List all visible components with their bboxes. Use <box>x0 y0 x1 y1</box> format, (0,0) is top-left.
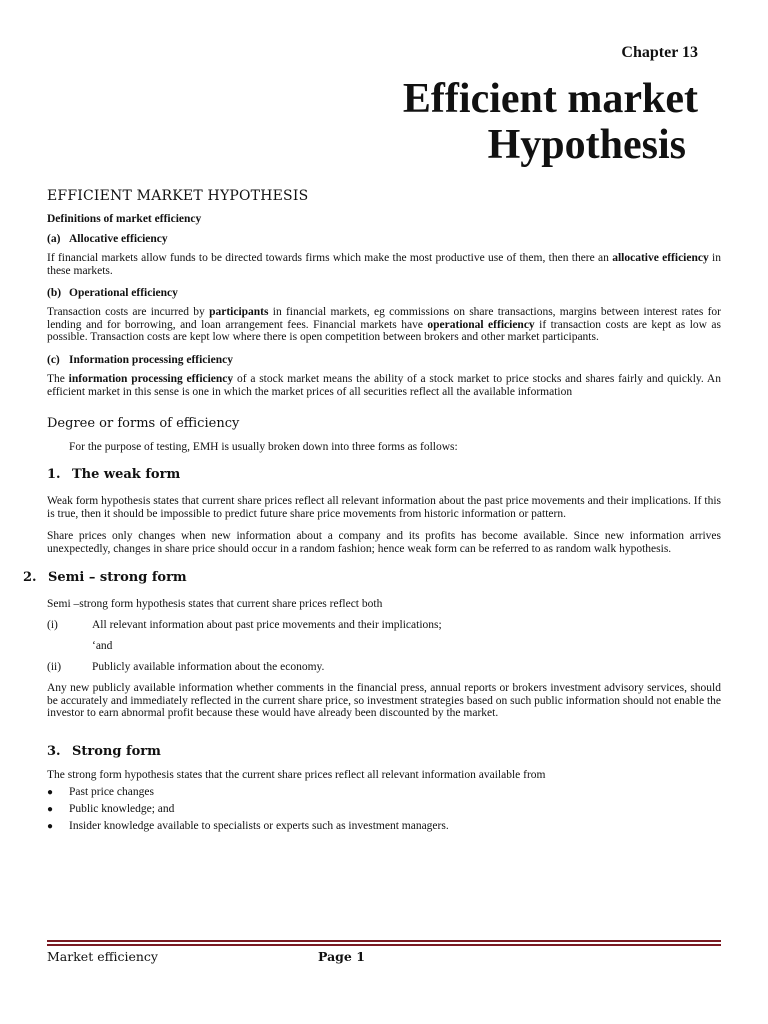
weak-form-number: 1. <box>47 467 61 483</box>
allocative-bold: allocative efficiency <box>612 252 709 264</box>
allocative-heading-text: Allocative efficiency <box>69 233 168 245</box>
title-line-1: Efficient market <box>402 76 698 122</box>
bullet-icon: ● <box>47 786 54 798</box>
footer-rule-top <box>47 940 721 942</box>
strong-form-list <box>47 786 721 834</box>
semi-strong-intro: Semi –strong form hypothesis states that current share prices reflect both <box>47 597 383 610</box>
strong-form-heading <box>47 744 721 759</box>
allocative-text-2: in these markets. <box>47 252 721 277</box>
title-line-2: Hypothesis <box>487 122 686 168</box>
operational-heading <box>47 287 721 299</box>
strong-form-heading-text: Strong form <box>72 743 161 759</box>
degree-intro: For the purpose of testing, EMH is usually broken down into three forms as follows: <box>69 441 458 454</box>
weak-form-heading <box>47 467 721 482</box>
weak-form-paragraph-2: Share prices only changes when new information about a company and its profits has become available. Since new information arrives unexpectedly, changes in share price should occur in a random fashion; hence weak form can be referred to as random walk hypothesis. <box>47 530 721 555</box>
operational-text-2: in financial markets, eg commissions on share transactions, margins between interest rates for lending and for borrowing, and loan arrangement fees. Financial markets have <box>47 306 721 331</box>
semi-strong-item-i <box>47 619 721 631</box>
list-item-text: Public knowledge; and <box>69 802 175 815</box>
semi-strong-number: 2. <box>23 569 37 585</box>
information-label: (c) <box>47 353 60 366</box>
information-text-2: of a stock market means the ability of a stock market to price stocks and shares fairly and quickly. An efficient market in this sense is one in which the market prices of all securities reflect all the available information <box>47 372 721 398</box>
section-heading: EFFICIENT MARKET HYPOTHESIS <box>47 188 309 204</box>
page-number: Page 1 <box>318 949 365 964</box>
semi-strong-item-ii <box>47 661 721 673</box>
item-ii-text: Publicly available information about the economy. <box>92 661 325 674</box>
bullet-icon: ● <box>47 820 54 832</box>
strong-form-intro: The strong form hypothesis states that the current share prices reflect all relevant information available from <box>47 768 546 781</box>
weak-form-heading-text: The weak form <box>72 467 181 483</box>
semi-strong-heading <box>23 570 721 585</box>
allocative-text-1: If financial markets allow funds to be directed towards firms which make the most productive use of them, then there an <box>47 252 613 264</box>
footer-rule-bottom <box>47 944 721 946</box>
document-body <box>23 188 721 837</box>
operational-heading-text: Operational efficiency <box>69 287 178 300</box>
operational-text-1: Transaction costs are incurred by <box>47 306 210 319</box>
operational-paragraph <box>47 306 721 344</box>
footer-title: Market efficiency <box>47 949 158 964</box>
weak-form-paragraph-1: Weak form hypothesis states that current share prices reflect all relevant information about the past price movements and their implications. If this is true, then it should be impossible to predict future share price movements from historic information or pattern. <box>47 495 721 520</box>
operational-bold-2: operational efficiency <box>427 318 535 331</box>
item-i-label: (i) <box>47 619 58 632</box>
information-paragraph <box>47 373 721 398</box>
allocative-label: (a) <box>47 233 61 245</box>
bullet-icon: ● <box>47 803 54 815</box>
list-item-text: Insider knowledge available to specialists or experts such as investment managers. <box>69 819 449 832</box>
information-text-1: The <box>47 372 69 385</box>
information-bold: information processing efficiency <box>68 372 234 385</box>
semi-strong-paragraph: Any new publicly available information whether comments in the financial press, annual reports or brokers investment advisory services, should be accurately and immediately reflected in the current share price, so investment strategies based on such public information should not enable the investor to earn abnormal profit because these would have already been discounted by the market. <box>47 682 721 720</box>
definitions-heading: Definitions of market efficiency <box>47 213 202 225</box>
strong-form-number: 3. <box>47 743 61 759</box>
item-ii-label: (ii) <box>47 661 62 674</box>
allocative-heading <box>47 233 721 245</box>
allocative-paragraph <box>47 252 721 277</box>
operational-label: (b) <box>47 287 62 300</box>
list-item <box>47 820 721 834</box>
information-heading <box>47 354 721 366</box>
degree-heading: Degree or forms of efficiency <box>47 416 240 432</box>
list-item <box>47 803 721 817</box>
and-text: ‘and <box>92 640 113 653</box>
semi-strong-heading-text: Semi – strong form <box>48 569 187 585</box>
item-i-text: All relevant information about past price movements and their implications; <box>92 619 442 632</box>
list-item <box>47 786 721 800</box>
list-item-text: Past price changes <box>69 785 154 798</box>
operational-bold-1: participants <box>209 306 269 319</box>
page-title <box>278 76 698 168</box>
chapter-label: Chapter 13 <box>621 44 698 61</box>
operational-text-3: if transaction costs are kept as low as possible. Transaction costs are kept low where there is open competition between brokers and other market participants. <box>47 318 721 344</box>
information-heading-text: Information processing efficiency <box>69 353 233 366</box>
